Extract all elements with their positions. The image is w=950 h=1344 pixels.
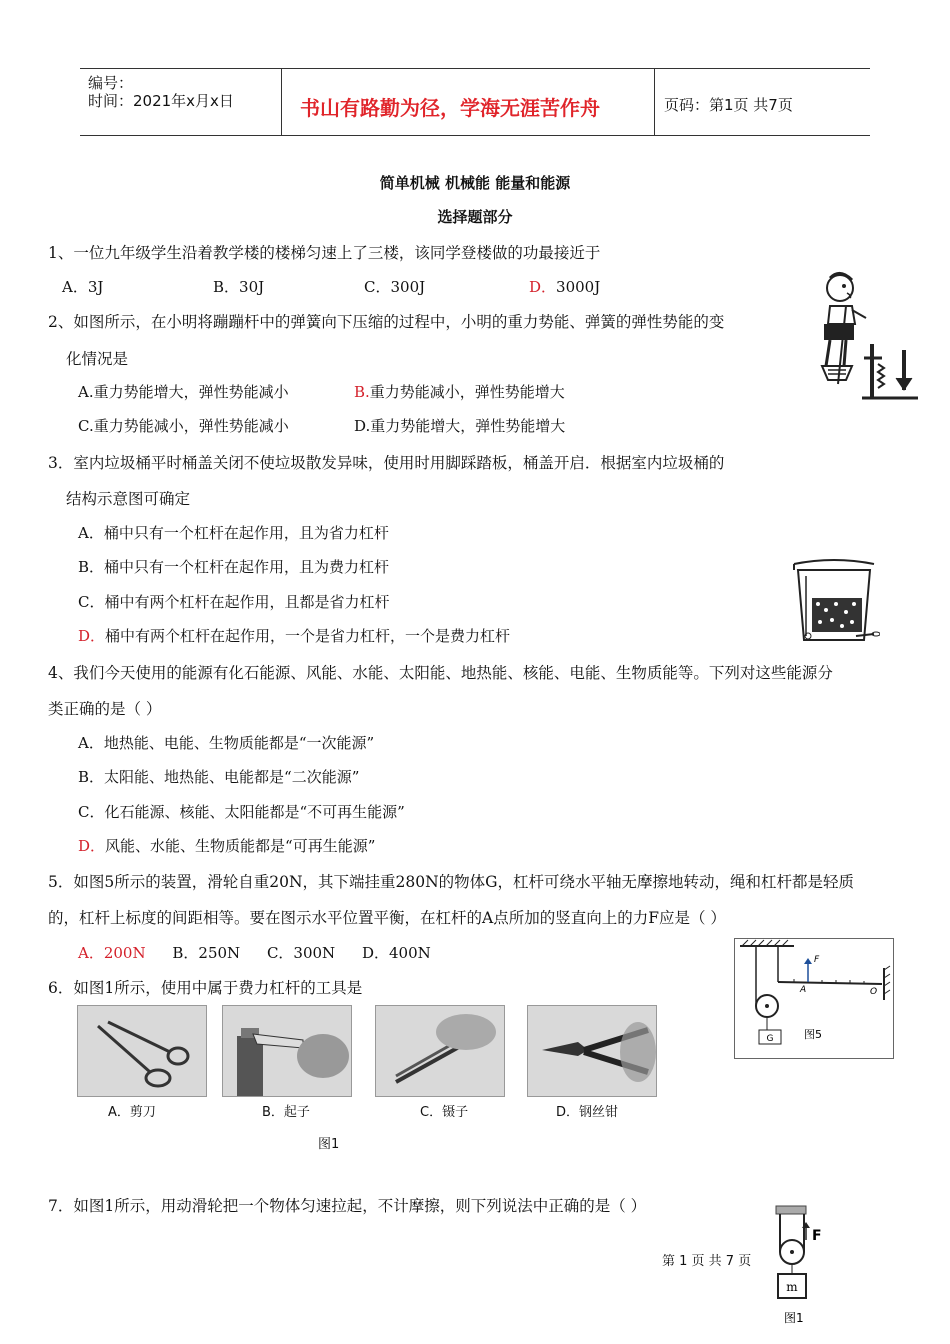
q5-option-c: C．300N — [266, 944, 336, 962]
document-title: 简单机械 机械能 能量和能源 — [379, 174, 571, 192]
fig5-g-label: G — [766, 1034, 774, 1044]
q3-option-d-text: 桶中有两个杠杆在起作用，一个是省力杠杆，一个是费力杠杆 — [105, 627, 511, 645]
q5-option-b: B．250N — [172, 944, 241, 962]
fig5-a-label: A — [800, 985, 807, 995]
q4-option-a: A．地热能、电能、生物质能都是“一次能源” — [78, 734, 375, 752]
question-1-stem: 1、一位九年级学生沿着教学楼的楼梯匀速上了三楼，该同学登楼做的功最接近于 — [48, 244, 601, 262]
page-info: 页码：第1页 共7页 — [664, 96, 793, 114]
scissors-icon — [78, 1006, 206, 1096]
fig7-f-label: F — [812, 1228, 822, 1244]
q1-option-d — [529, 276, 600, 297]
q1-option-a: A．3J — [62, 278, 104, 296]
fig7-m-label: m — [786, 1280, 798, 1294]
q2-option-b — [354, 381, 565, 402]
pliers-photo — [527, 1005, 657, 1097]
q4-option-b: B．太阳能、地热能、电能都是“二次能源” — [78, 768, 360, 786]
question-2-stem: 2、如图所示，在小明将蹦蹦杆中的弹簧向下压缩的过程中，小明的重力势能、弹簧的弹性势能的变 — [48, 313, 725, 331]
scissors-photo — [77, 1005, 207, 1097]
q4-answer-letter: D． — [78, 837, 106, 855]
question-4-stem-cont: 类正确的是（ ） — [48, 700, 162, 718]
q4-option-d — [78, 835, 375, 856]
q5-options — [78, 942, 431, 963]
section-title: 选择题部分 — [437, 208, 513, 226]
fig7-caption: 图1 — [784, 1311, 804, 1325]
header-bottom-border — [80, 135, 870, 136]
motto: 书山有路勤为径，学海无涯苦作舟 — [300, 96, 600, 120]
question-5-stem: 5．如图5所示的装置，滑轮自重20N，其下端挂重280N的物体G，杠杆可绕水平轴无摩擦地转动，绳和杠杆都是轻质 — [48, 873, 855, 891]
q1-option-c: C．300J — [364, 278, 426, 296]
question-3-stem: 3．室内垃圾桶平时桶盖关闭不使垃圾散发异味，使用时用脚踩踏板，桶盖开启．根据室内垃圾桶的 — [48, 454, 725, 472]
tool-label-scissors: A．剪刀 — [108, 1105, 156, 1120]
q2-option-a: A.重力势能增大，弹性势能减小 — [78, 383, 289, 401]
tweezers-photo — [375, 1005, 505, 1097]
fig5-o-label: O — [870, 987, 878, 997]
bottle-opener-icon — [223, 1006, 351, 1096]
pliers-icon — [528, 1006, 656, 1096]
question-6-stem: 6．如图1所示，使用中属于费力杠杆的工具是 — [48, 979, 363, 997]
header-divider — [281, 68, 282, 136]
q5-option-a: A．200N — [78, 944, 146, 962]
pogo-stick-figure — [800, 266, 925, 406]
code-label: 编号： — [88, 74, 134, 92]
q2-answer-letter: B. — [354, 383, 370, 401]
q4-option-d-text: 风能、水能、生物质能都是“可再生能源” — [105, 837, 376, 855]
fig5-f-label: F — [814, 955, 820, 965]
q3-option-c: C．桶中有两个杠杆在起作用，且都是省力杠杆 — [78, 593, 390, 611]
movable-pulley-figure — [770, 1204, 850, 1340]
figure-1-caption: 图1 — [318, 1137, 340, 1152]
question-3-stem-cont: 结构示意图可确定 — [66, 490, 191, 508]
trash-bin-figure — [790, 556, 880, 646]
q3-option-b: B．桶中只有一个杠杆在起作用，且为费力杠杆 — [78, 558, 390, 576]
q1-option-b: B．30J — [213, 278, 265, 296]
q2-option-b-text: 重力势能减小，弹性势能增大 — [369, 383, 565, 401]
question-2-stem-cont: 化情况是 — [66, 350, 129, 368]
question-4-stem: 4、我们今天使用的能源有化石能源、风能、水能、太阳能、地热能、核能、电能、生物质能等。下列对这些能源分 — [48, 664, 833, 682]
q3-option-a: A．桶中只有一个杠杆在起作用，且为省力杠杆 — [78, 524, 389, 542]
header-top-border — [80, 68, 870, 69]
page-footer: 第 1 页 共 7 页 — [662, 1254, 752, 1269]
question-5-stem-cont: 的，杠杆上标度的间距相等。要在图示水平位置平衡，在杠杆的A点所加的竖直向上的力F应是（ ） — [48, 909, 726, 927]
q3-option-d — [78, 625, 510, 646]
q5-option-d: D．400N — [361, 944, 431, 962]
question-7-stem: 7．如图1所示，用动滑轮把一个物体匀速拉起，不计摩擦，则下列说法中正确的是（ ） — [48, 1197, 647, 1215]
time-label: 时间：2021年x月x日 — [88, 92, 234, 110]
tool-label-pliers: D．钢丝钳 — [556, 1105, 619, 1120]
tweezers-icon — [376, 1006, 504, 1096]
tool-label-opener: B．起子 — [262, 1105, 310, 1120]
q4-option-c: C．化石能源、核能、太阳能都是“不可再生能源” — [78, 803, 405, 821]
figure-5-lever-pulley — [734, 938, 896, 1060]
q1-option-d-text: 3000J — [556, 278, 601, 296]
bottle-opener-photo — [222, 1005, 352, 1097]
q2-option-c: C.重力势能减小，弹性势能减小 — [78, 417, 289, 435]
q1-answer-letter: D． — [529, 278, 557, 296]
tool-label-tweezers: C．镊子 — [420, 1105, 469, 1120]
fig5-caption: 图5 — [804, 1028, 822, 1041]
header-divider — [654, 68, 655, 136]
q3-answer-letter: D． — [78, 627, 106, 645]
q2-option-d: D.重力势能增大，弹性势能增大 — [354, 417, 566, 435]
